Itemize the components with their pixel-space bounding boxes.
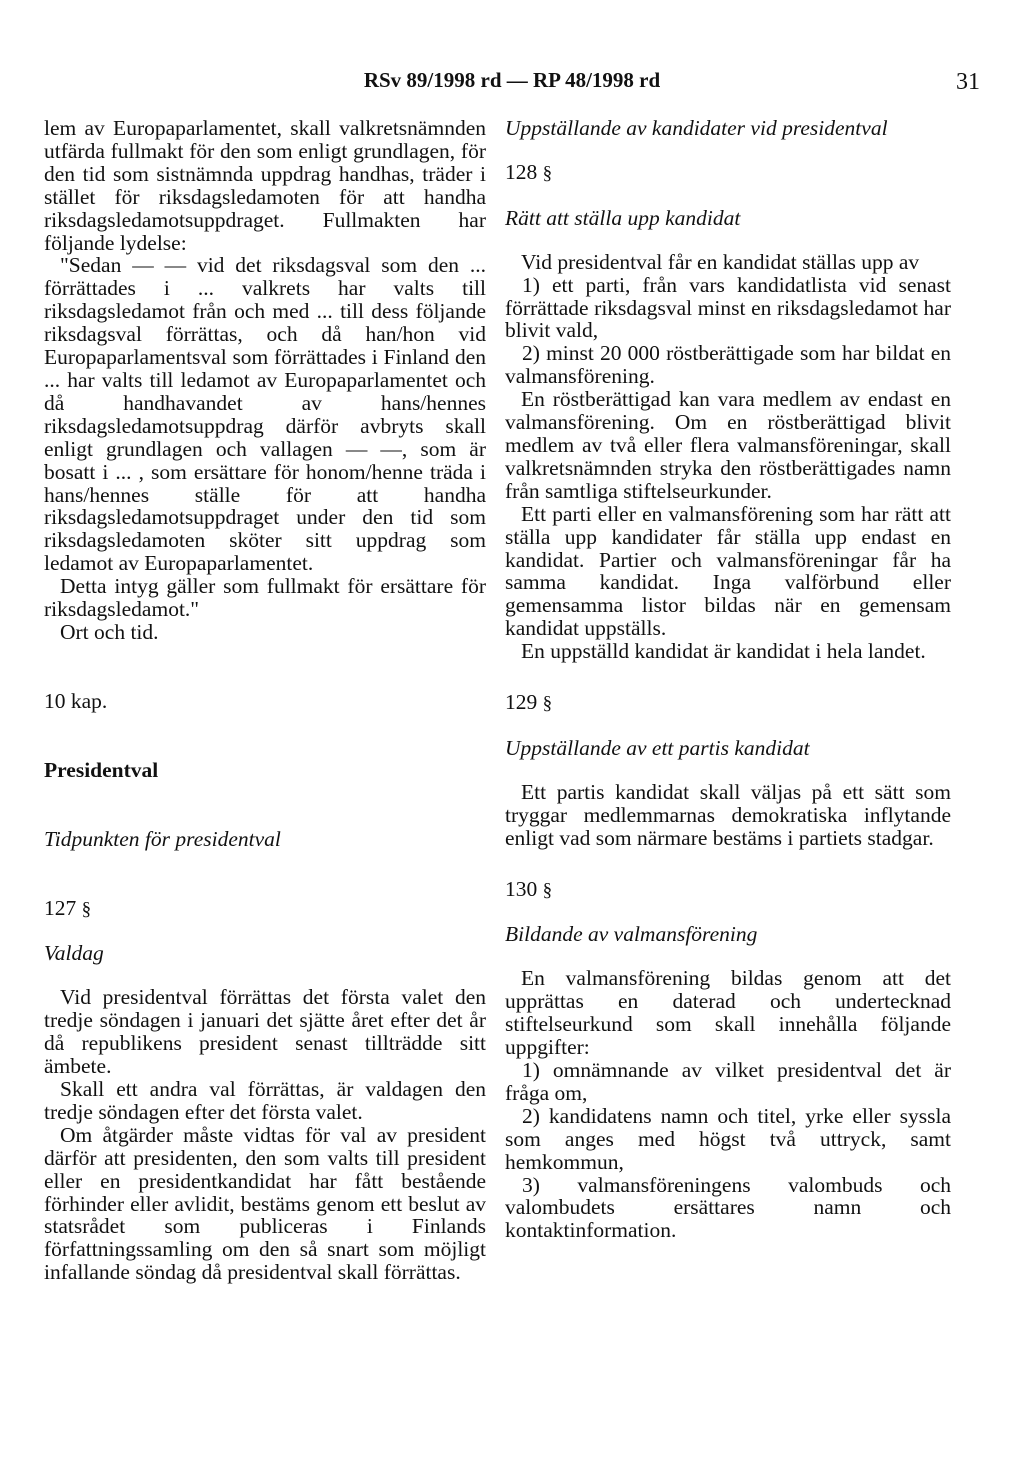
paragraph: Om åtgärder måste vidtas för val av president därför att presidenten, den som valts till president eller en presidentkandidat har fått bestående förhinder eller avlidit, bestäms genom ett beslut av statsrådet som publiceras i Finlands författningssamling om den så snart som möjligt infallande söndag då presidentval skall förrättas. <box>44 1122 486 1285</box>
part-title: Presidentval <box>44 757 159 782</box>
running-header: RSv 89/1998 rd — RP 48/1998 rd <box>363 68 661 92</box>
paragraph: lem av Europaparlamentet, skall valkretsnämnden utfärda fullmakt för den som enligt grundlagen, för den tid som sistnämnda uppdrag handhas, träder i stället för riksdagsledamoten för att handha riksdagsledamotsuppdraget. Fullmakten har följande lydelse: <box>44 116 486 255</box>
section-number-value: 127 <box>44 895 77 920</box>
section-title: Valdag <box>44 941 104 966</box>
right-column <box>505 117 951 1242</box>
section-title: Bildande av valmansförening <box>505 922 758 947</box>
paragraph: Ett parti eller en valmansförening som har rätt att ställa upp kandidater får ställa upp endast en kandidat. Partier och valmansföreningar får ha samma kandidat. Inga valförbund eller gemensamma listor bildas när en gemensam kandidat uppställs. <box>505 501 951 641</box>
section-symbol: § <box>542 162 553 184</box>
section-number-value: 128 <box>505 159 538 184</box>
list-item: 1) omnämnande av vilket presidentval det är fråga om, <box>505 1058 951 1105</box>
section-number <box>44 897 486 922</box>
list-item: 3) valmansföreningens valombuds och valombudets ersättares namn och kontaktinformation. <box>505 1172 951 1243</box>
paragraph: Skall ett andra val förrättas, är valdagen den tredje söndagen efter det första valet. <box>44 1077 486 1124</box>
section-number <box>505 878 951 903</box>
paragraph: Ort och tid. <box>60 619 159 644</box>
paragraph: Detta intyg gäller som fullmakt för ersättare för riksdagsledamot." <box>44 574 486 622</box>
list-item: 2) minst 20 000 röstberättigade som har bildat en valmansförening. <box>505 341 951 389</box>
list-item: 1) ett parti, från vars kandidatlista vid senast förrättade riksdagsval minst en riksdagsledamot har blivit vald, <box>505 272 951 343</box>
section-title: Rätt att ställa upp kandidat <box>505 205 741 230</box>
section-title: Uppställande av ett partis kandidat <box>505 735 810 760</box>
section-number-value: 129 <box>505 690 538 715</box>
subheading: Uppställande av kandidater vid presidentval <box>505 116 888 140</box>
section-symbol: § <box>542 693 553 715</box>
list-item: 2) kandidatens namn och titel, yrke eller syssla som anges med högst två uttryck, samt hemkommun, <box>505 1103 951 1174</box>
section-number <box>505 161 951 186</box>
paragraph: Vid presidentval får en kandidat ställas upp av <box>521 249 920 274</box>
section-symbol: § <box>81 898 92 920</box>
subheading: Tidpunkten för presidentval <box>44 826 281 851</box>
page-number: 31 <box>956 69 980 95</box>
section-symbol: § <box>542 879 553 901</box>
section-number <box>505 691 951 716</box>
paragraph: Ett partis kandidat skall väljas på ett sätt som tryggar medlemmarnas demokratiska inflytande enligt vad som närmare bestäms i partiets stadgar. <box>505 779 951 850</box>
paragraph: Vid presidentval förrättas det första valet den tredje söndagen i januari det sjätte året efter det år då republikens president senast tillträdde sitt ämbete. <box>44 985 486 1079</box>
chapter-heading: 10 kap. <box>44 688 108 713</box>
section-number-value: 130 <box>505 876 538 901</box>
left-column <box>44 117 486 1284</box>
paragraph: "Sedan — — vid det riksdagsval som den ... förrättades i ... valkrets har valts till riksdagsledamot från och med ... till dess följande riksdagsval förrättas, och då han/hon vid Europaparlamentsval som förrättades i Finland den ... har valts till ledamot av Europaparlamentet och då handhavandet av hans/hennes riksdagsledamotsuppdrag därför avbryts skall enligt grundlagen och vallagen — —, som är bosatt i ... , som ersättare för honom/henne träda i hans/hennes ställe för att handha riksdagsledamotsuppdraget under den tid som riksdagsledamoten sköter sitt uppdrag som ledamot av Europaparlamentet. <box>44 253 486 576</box>
paragraph: En röstberättigad kan vara medlem av endast en valmansförening. Om en röstberättigad blivit medlem av två eller flera valmansföreningar, skall valkretsnämnden stryka den röstberättigades namn från samtliga stiftelseurkunder. <box>505 387 951 503</box>
paragraph: En valmansförening bildas genom att det upprättas en daterad och undertecknad stiftelseurkund som skall innehålla följande uppgifter: <box>505 966 951 1060</box>
paragraph: En uppställd kandidat är kandidat i hela landet. <box>521 639 926 664</box>
